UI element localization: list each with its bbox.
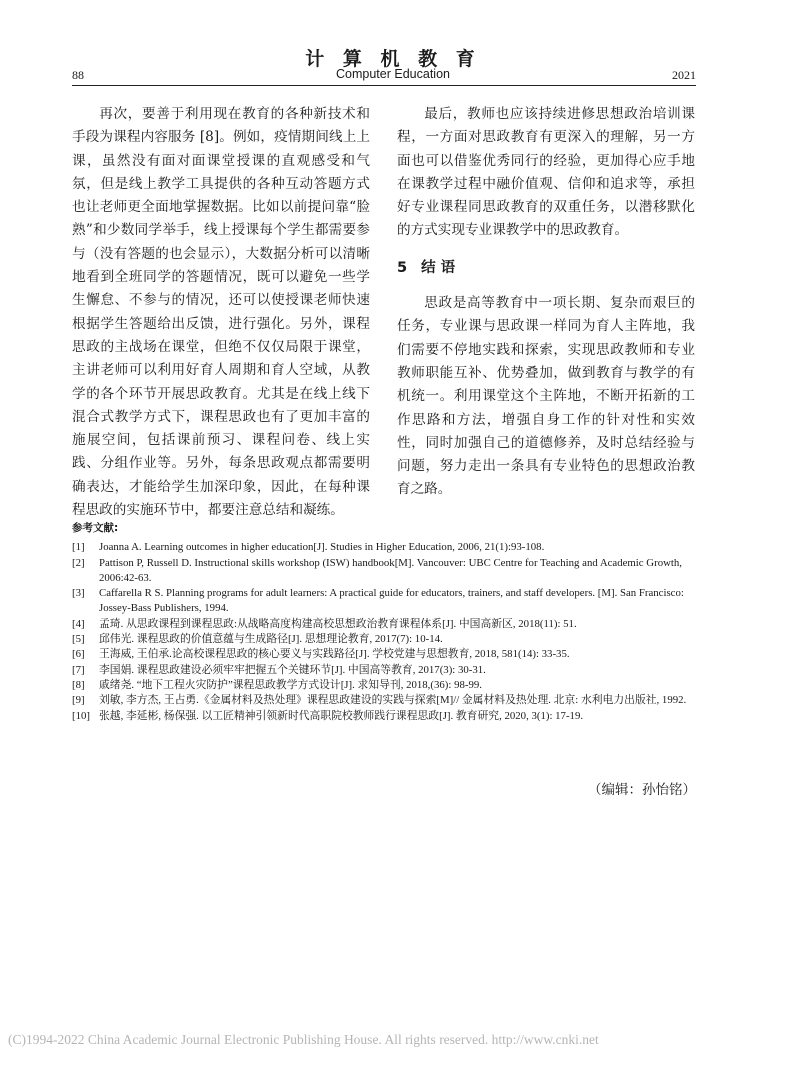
- reference-text: Joanna A. Learning outcomes in higher education[J]. Studies in Higher Education, 2006, 21(1):93-108.: [99, 541, 545, 554]
- left-column: [72, 103, 370, 522]
- section-number: 5: [397, 259, 408, 276]
- reference-number: [10]: [72, 709, 90, 722]
- section-heading: [397, 257, 695, 280]
- reference-number: [3]: [72, 587, 85, 600]
- reference-text: 王海威, 王伯承.论高校课程思政的核心要义与实践路径[J]. 学校党建与思想教育, 2018, 581(14): 33-35.: [99, 648, 570, 661]
- reference-text: 张越, 李延彬, 杨保强. 以工匠精神引领新时代高职院校教师践行课程思政[J]. 教育研究, 2020, 3(1): 17-19.: [99, 709, 584, 722]
- journal-title-en: Computer Education: [336, 67, 450, 81]
- reference-number: [1]: [72, 541, 85, 554]
- reference-text: Caffarella R S. Planning programs for adult learners: A practical guide for educators, trainers, and staff developers. [M]. San Francisco: Jossey-Bass Publishers, 1994.: [99, 587, 684, 615]
- journal-title-cn: 计 算 机 教 育: [305, 48, 481, 70]
- reference-item: [72, 663, 696, 678]
- reference-text: Pattison P, Russell D. Instructional skills workshop (ISW) handbook[M]. Vancouver: UBC Centre for Teaching and Academic Growth, 2006:42-63.: [99, 556, 682, 584]
- reference-text: 李国娟. 课程思政建设必须牢牢把握五个关键环节[J]. 中国高等教育, 2017(3): 30-31.: [99, 663, 486, 676]
- reference-item: [72, 647, 696, 662]
- header-divider: [72, 85, 696, 86]
- copyright-footer: (C)1994-2022 China Academic Journal Electronic Publishing House. All rights reserved. http://www.cnki.net: [8, 1032, 599, 1047]
- reference-text: 孟琦. 从思政课程到课程思政:从战略高度构建高校思想政治教育课程体系[J]. 中国高新区, 2018(11): 51.: [99, 617, 577, 630]
- editor-credit: （编辑：孙怡铭）: [588, 782, 696, 798]
- reference-number: [5]: [72, 633, 85, 646]
- reference-item: [72, 678, 696, 693]
- reference-number: [4]: [72, 617, 85, 630]
- reference-number: [9]: [72, 694, 85, 707]
- reference-number: [6]: [72, 648, 85, 661]
- body-paragraph: 最后，教师也应该持续进修思想政治培训课程，一方面对思政教育有更深入的理解，另一方面也可以借鉴优秀同行的经验，更加得心应手地在课教学过程中融价值观、信仰和追求等，承担好专业课程同思政教育的双重任务，以潜移默化的方式实现专业课教学中的思政教育。: [397, 106, 695, 239]
- body-paragraph: 再次，要善于利用现在教育的各种新技术和手段为课程内容服务 [8]。例如，疫情期间线上上课，虽然没有面对面课堂授课的直观感受和气氛，但是线上教学工具提供的各种互动答题方式也让老师更全面地掌握数据。比如以前提问靠“脸熟”和少数同学举手，线上授课每个学生都需要参与（没有答题的也会显示），大数据分析可以清晰地看到全班同学的答题情况，既可以避免一些学生懈怠、不参与的情况，还可以使授课老师快速根据学生答题给出反馈，进行强化。另外，课程思政的主战场在课堂，但绝不仅仅局限于课堂，主讲老师可以利用好育人周期和育人空域，从教学的各个环节开展思政教育。尤其是在线上线下混合式教学方式下，课程思政也有了更加丰富的施展空间，包括课前预习、课程问卷、线上实践、分组作业等。另外，每条思政观点都需要明确表达，才能给学生加深印象，因此，在每种课程思政的实施环节中，都要注意总结和凝练。: [72, 106, 370, 519]
- reference-item: [72, 693, 696, 708]
- reference-text: 邱伟光. 课程思政的价值意蕴与生成路径[J]. 思想理论教育, 2017(7): 10-14.: [99, 633, 443, 646]
- reference-text: 刘敏, 李方杰, 王占勇.《金属材料及热处理》课程思政建设的实践与探索[M]// 金属材料及热处理. 北京: 水利电力出版社, 1992.: [99, 694, 687, 707]
- reference-item: [72, 709, 696, 724]
- reference-item: [72, 617, 696, 632]
- reference-item: [72, 540, 696, 555]
- reference-number: [7]: [72, 663, 85, 676]
- reference-item: [72, 556, 696, 587]
- page-number: 88: [72, 68, 84, 82]
- body-paragraph: 思政是高等教育中一项长期、复杂而艰巨的任务，专业课与思政课一样同为育人主阵地，我们需要不停地实践和探索，实现思政教师和专业教师职能互补、优势叠加，做到教育与教学的有机统一。利用课堂这个主阵地，不断开拓新的工作思路和方法，增强自身工作的针对性和实效性，同时加强自己的道德修养，及时总结经验与问题，努力走出一条具有专业特色的思想政治教育之路。: [397, 295, 695, 498]
- section-title: 结 语: [421, 259, 456, 276]
- reference-item: [72, 586, 696, 617]
- reference-number: [2]: [72, 556, 85, 569]
- references-title: 参考文献:: [72, 522, 119, 534]
- reference-item: [72, 632, 696, 647]
- reference-number: [8]: [72, 678, 85, 691]
- right-column: [397, 103, 695, 502]
- reference-text: 戚绪尧. “地下工程火灾防护”课程思政教学方式设计[J]. 求知导刊, 2018,(36): 98-99.: [99, 678, 482, 691]
- publication-year: 2021: [672, 68, 696, 82]
- references-section: [72, 521, 696, 724]
- references-list: [72, 540, 696, 724]
